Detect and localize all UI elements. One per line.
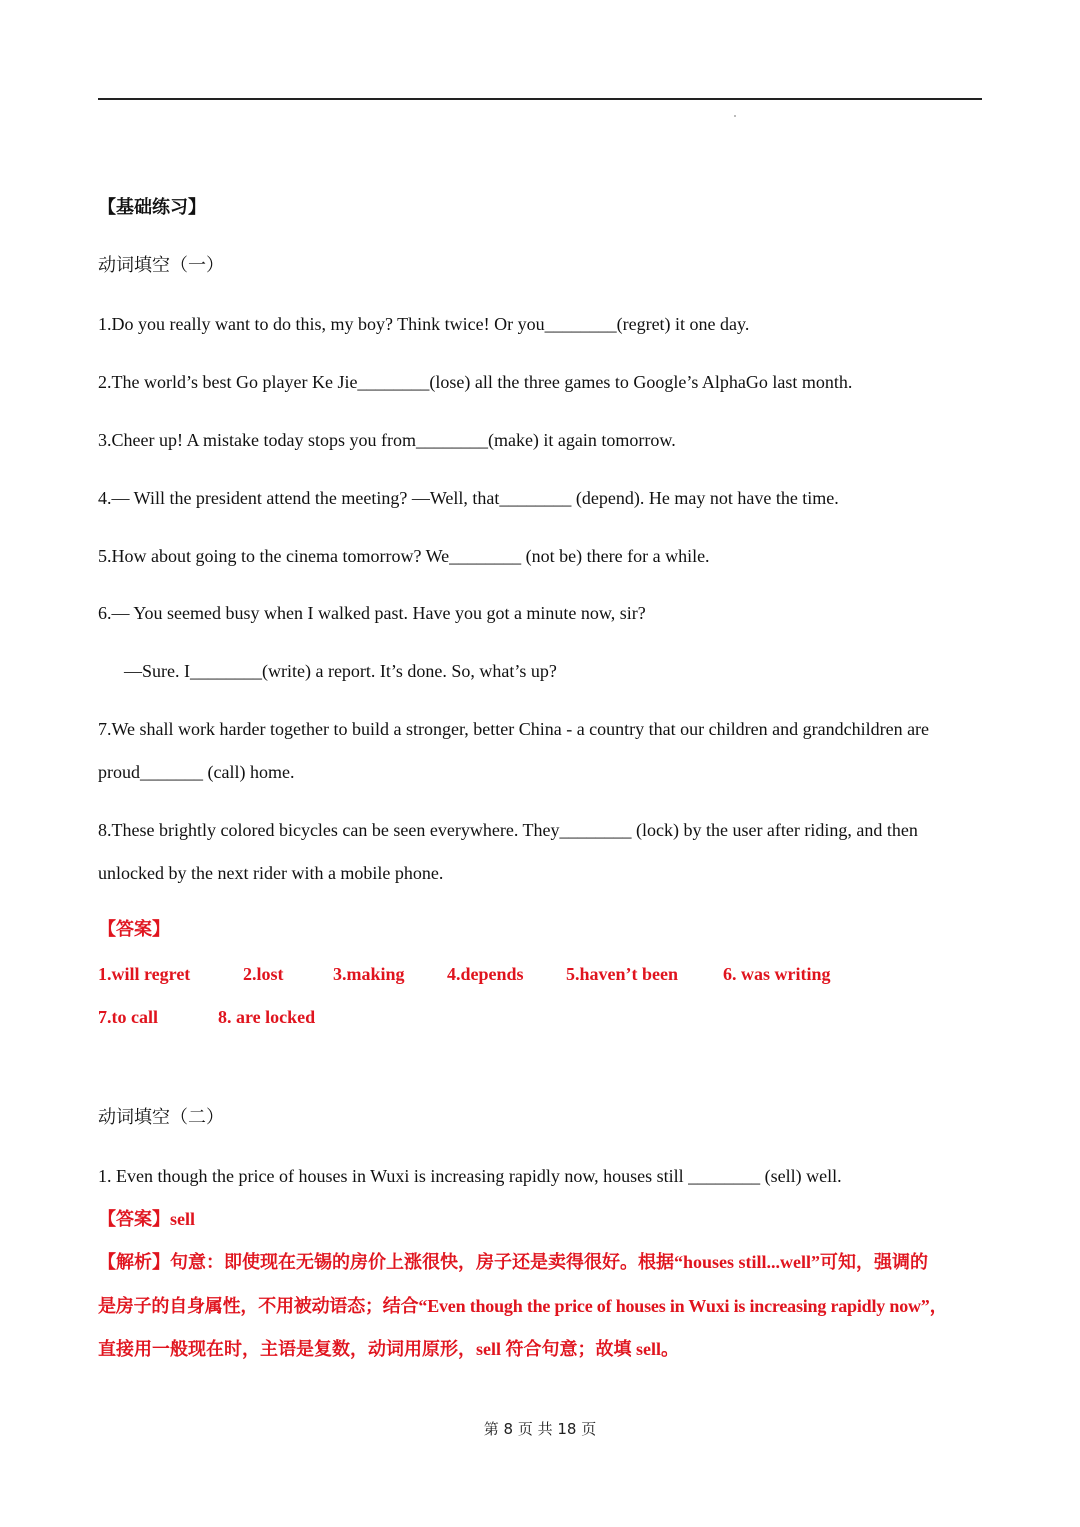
part2-question-1: 1. Even though the price of houses in Wuxi is increasing rapidly now, houses still ________ (sell) well. <box>98 1166 842 1186</box>
question-6-reply: —Sure. I________(write) a report. It’s done. So, what’s up? <box>124 661 557 681</box>
question-7: 7.We shall work harder together to build a stronger, better China - a country that our children and grandchildren are <box>98 719 930 739</box>
answer-3: 3.making <box>333 964 405 984</box>
analysis-line-3: 直接用一般现在时，主语是复数，动词用原形，sell 符合句意；故填 sell。 <box>98 1339 679 1359</box>
answer-label: 【答案】 <box>98 919 170 940</box>
analysis-line-2: 是房子的自身属性，不用被动语态；结合“Even though the price of houses in Wuxi is increasing rapidly now”， <box>98 1296 948 1316</box>
question-4: 4.— Will the president attend the meeting? —Well, that________ (depend). He may not have the time. <box>98 488 839 508</box>
question-3: 3.Cheer up! A mistake today stops you from________(make) it again tomorrow. <box>98 430 676 450</box>
part2-title: 动词填空（二） <box>98 1107 224 1128</box>
question-8: 8.These brightly colored bicycles can be seen everywhere. They________ (lock) by the user after riding, and then <box>98 820 918 840</box>
page-footer: 第 8 页 共 18 页 <box>483 1420 597 1438</box>
question-6: 6.— You seemed busy when I walked past. Have you got a minute now, sir? <box>98 603 646 623</box>
speck <box>734 115 736 117</box>
answer-5: 5.haven’t been <box>566 964 678 984</box>
answer-1: 1.will regret <box>98 964 191 984</box>
part2-answer <box>98 1207 195 1232</box>
part2-answer-label: 【答案】 <box>98 1209 170 1230</box>
question-8-cont: unlocked by the next rider with a mobile phone. <box>98 863 444 883</box>
analysis-line-1 <box>98 1250 928 1275</box>
question-7-cont: proud_______ (call) home. <box>98 762 295 782</box>
question-5: 5.How about going to the cinema tomorrow? We________ (not be) there for a while. <box>98 546 710 566</box>
header-rule <box>98 98 982 100</box>
part1-title: 动词填空（一） <box>98 255 224 276</box>
answer-6: 6. was writing <box>723 964 831 984</box>
analysis-text-1: 句意：即使现在无锡的房价上涨很快，房子还是卖得很好。根据“houses still...well”可知，强调的 <box>170 1252 929 1272</box>
answer-4: 4.depends <box>447 964 524 984</box>
part2-answer-value: sell <box>170 1209 195 1229</box>
question-2: 2.The world’s best Go player Ke Jie________(lose) all the three games to Google’s AlphaGo last month. <box>98 372 853 392</box>
section-title: 【基础练习】 <box>98 197 206 218</box>
answer-2: 2.lost <box>243 964 284 984</box>
answer-7: 7.to call <box>98 1007 158 1027</box>
analysis-label: 【解析】 <box>98 1252 170 1273</box>
question-1: 1.Do you really want to do this, my boy? Think twice! Or you________(regret) it one day. <box>98 314 750 334</box>
answer-8: 8. are locked <box>218 1007 316 1027</box>
